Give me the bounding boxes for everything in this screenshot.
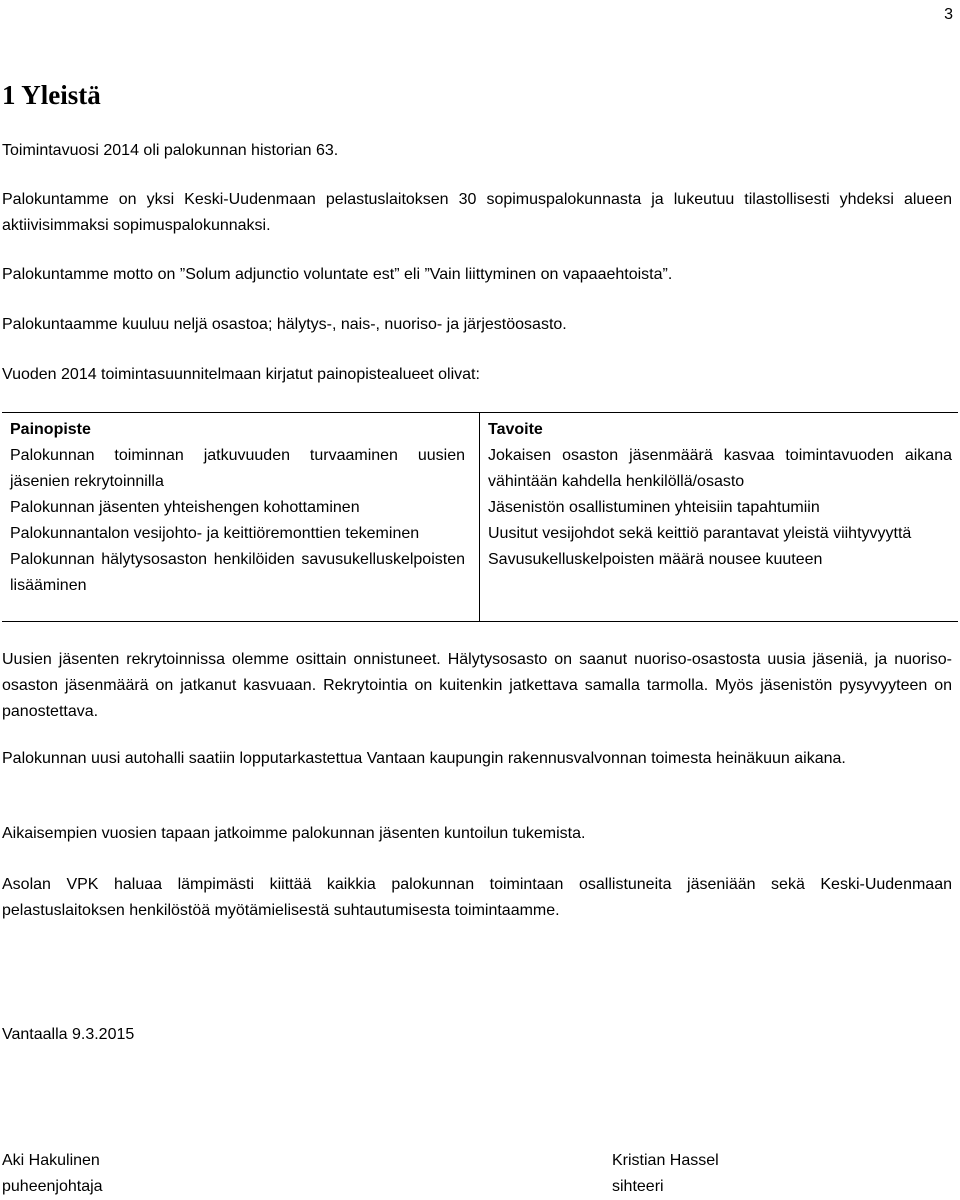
- paragraph-recruitment: Uusien jäsenten rekrytoinnissa olemme osittain onnistuneet. Hälytysosasto on saanut nuoriso-osastosta uusia jäseniä, ja nuoriso-osaston jäsenmäärä on jatkanut kasvuaan. Rekrytointia on kuitenkin jatkettava samalla tarmolla. Myös jäsenistön pysyvyyteen on panostettava.: [2, 651, 952, 720]
- table-header-tavoite: Tavoite: [488, 421, 543, 438]
- table-cell: Jäsenistön osallistuminen yhteisiin tapahtumiin: [488, 499, 820, 516]
- focus-areas-table: [2, 412, 958, 622]
- signature-secretary: [612, 1148, 719, 1200]
- table-cell: Savusukelluskelpoisten määrä nousee kuuteen: [488, 551, 823, 568]
- table-cell: Palokunnan jäsenten yhteishengen kohottaminen: [10, 499, 360, 516]
- table-cell: Palokunnan toiminnan jatkuvuuden turvaaminen uusien jäsenien rekrytoinnilla: [10, 447, 465, 490]
- signature-name: Aki Hakulinen: [2, 1152, 100, 1169]
- paragraph-garage: Palokunnan uusi autohalli saatiin lopputarkastettua Vantaan kaupungin rakennusvalvonnan toimesta heinäkuun aikana.: [2, 750, 846, 767]
- paragraph-focus-intro: Vuoden 2014 toimintasuunnitelmaan kirjatut painopistealueet olivat:: [2, 366, 480, 383]
- table-cell: Uusitut vesijohdot sekä keittiö parantavat yleistä viihtyvyyttä: [488, 525, 912, 542]
- table-header-painopiste: Painopiste: [10, 421, 91, 438]
- paragraph-fitness: Aikaisempien vuosien tapaan jatkoimme palokunnan jäsenten kuntoilun tukemista.: [2, 825, 586, 842]
- table-column-painopiste: [2, 413, 480, 621]
- table-cell: Jokaisen osaston jäsenmäärä kasvaa toimintavuoden aikana vähintään kahdella henkilöllä/osasto: [488, 447, 952, 490]
- signature-chairman: [2, 1148, 103, 1200]
- paragraph-departments: Palokuntaamme kuuluu neljä osastoa; hälytys-, nais-, nuoriso- ja järjestöosasto.: [2, 316, 567, 333]
- table-cell: Palokunnan hälytysosaston henkilöiden savusukelluskelpoisten lisääminen: [10, 551, 465, 594]
- table-column-tavoite: [480, 413, 958, 621]
- paragraph-motto: Palokuntamme motto on ”Solum adjunctio voluntate est” eli ”Vain liittyminen on vapaaehtoista”.: [2, 266, 673, 283]
- table-cell: Palokunnantalon vesijohto- ja keittiöremonttien tekeminen: [10, 525, 420, 542]
- page-number: 3: [944, 6, 953, 23]
- paragraph-membership: Palokuntamme on yksi Keski-Uudenmaan pelastuslaitoksen 30 sopimuspalokunnasta ja lukeutuu tilastollisesti yhdeksi alueen aktiivisimmaksi sopimuspalokunnaksi.: [2, 191, 952, 234]
- signature-title: puheenjohtaja: [2, 1178, 103, 1195]
- signature-title: sihteeri: [612, 1178, 664, 1195]
- document-date: Vantaalla 9.3.2015: [2, 1026, 135, 1043]
- signature-name: Kristian Hassel: [612, 1152, 719, 1169]
- paragraph-thanks: Asolan VPK haluaa lämpimästi kiittää kaikkia palokunnan toimintaan osallistuneita jäseniään sekä Keski-Uudenmaan pelastuslaitoksen henkilöstöä myötämielisestä suhtautumisesta toimintaamme.: [2, 876, 952, 919]
- paragraph-intro: Toimintavuosi 2014 oli palokunnan historian 63.: [2, 142, 339, 159]
- section-heading: 1 Yleistä: [2, 80, 101, 110]
